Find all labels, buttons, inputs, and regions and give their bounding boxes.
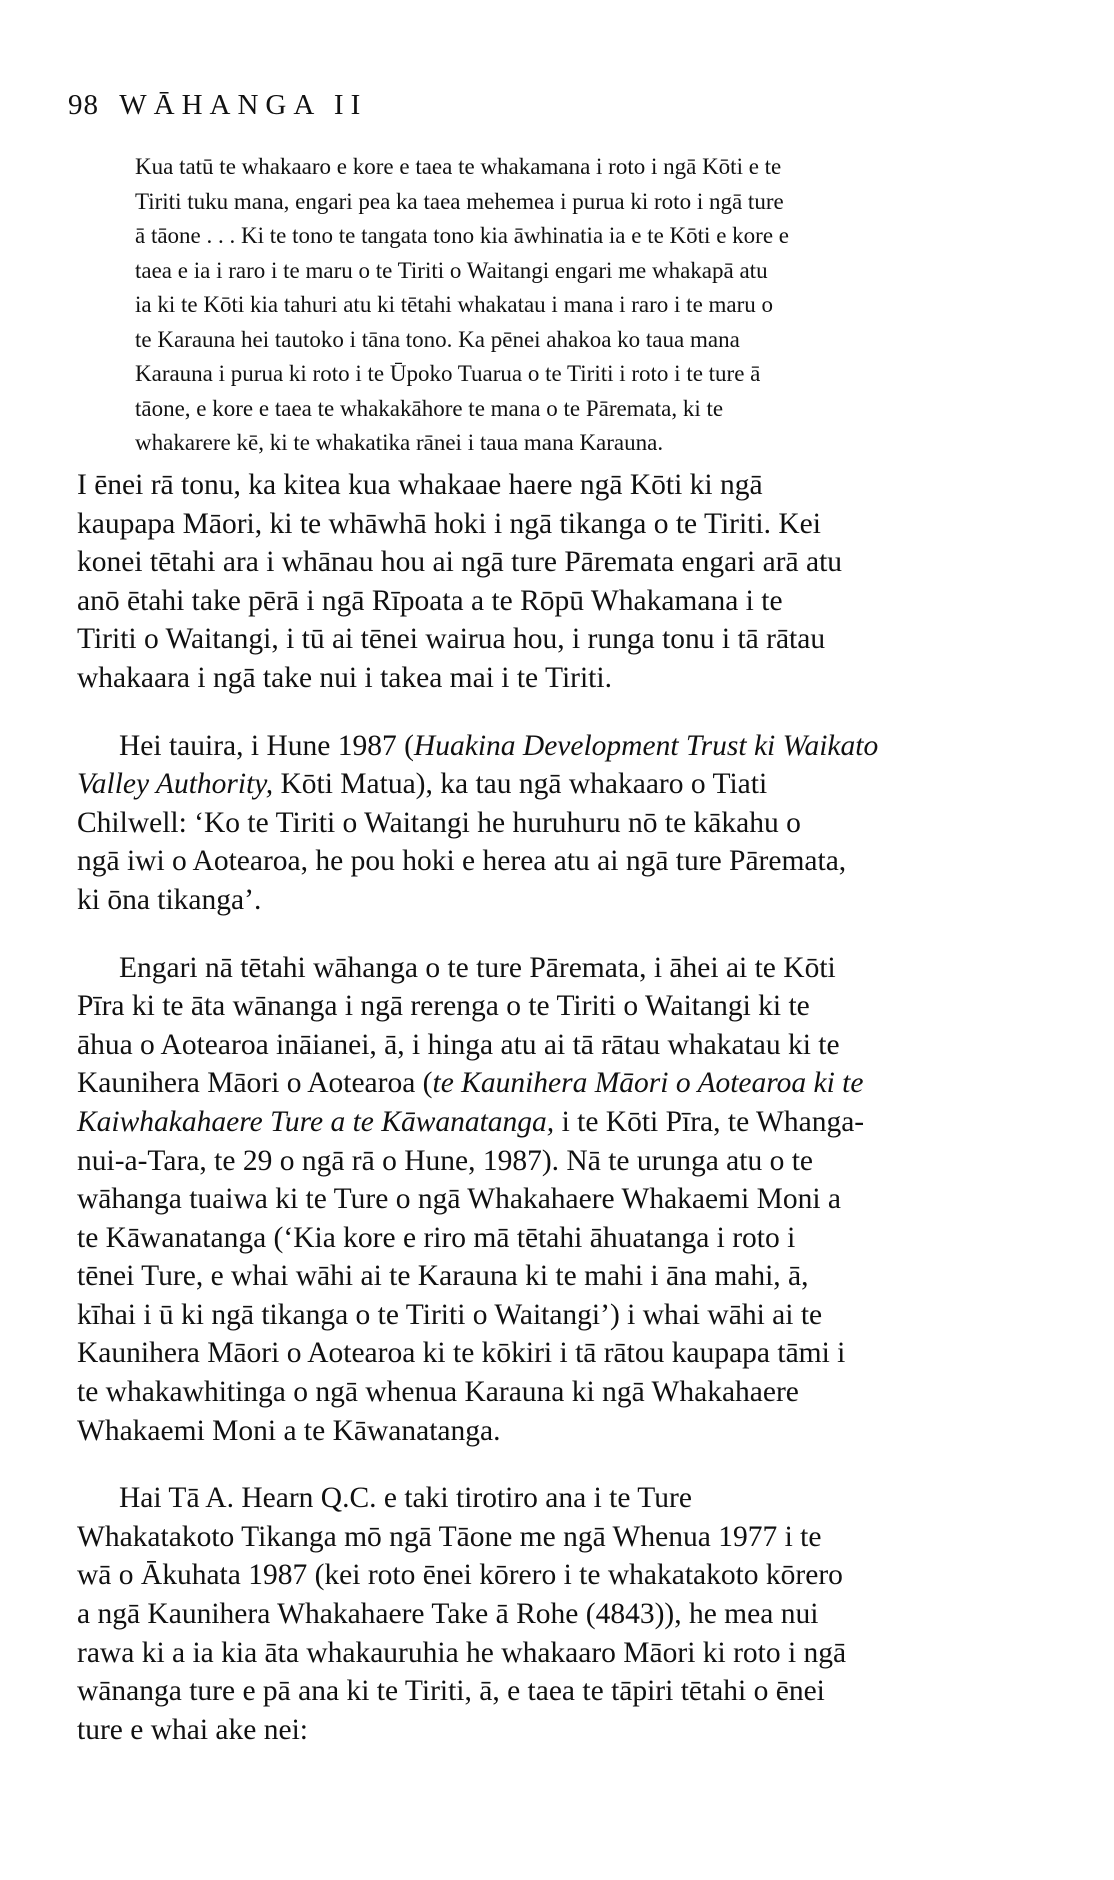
text-line: Whakaemi Moni a te Kāwanatanga. [77,1414,501,1447]
quote-line: Tiriti tuku mana, engari pea ka taea mehemea i purua ki roto i ngā ture [135,188,784,214]
text-line: Hai Tā A. Hearn Q.C. e taki tirotiro ana i te Ture [119,1482,692,1515]
quote-line: tāone, e kore e taea te whakakāhore te mana o te Pāremata, ki te [135,395,724,421]
text-line: ngā iwi o Aotearoa, he pou hoki e herea atu ai ngā ture Pāremata, [77,845,847,878]
text-line: Pīra ki te āta wānanga i ngā rerenga o te Tiriti o Waitangi ki te [77,990,810,1023]
block-quote [135,150,975,461]
text-line: ture e whai ake nei: [77,1713,308,1746]
text-line [77,1103,997,1142]
body-text [77,466,997,1778]
text-line: rawa ki a ia kia āta whakauruhia he whakaaro Māori ki roto i ngā [77,1636,847,1669]
text-line: anō ētahi take pērā i ngā Rīpoata a te Rōpū Whakamana i te [77,584,783,617]
text-segment: Kōti Matua), ka tau ngā whakaaro o Tiati [273,768,768,801]
text-line [77,1064,997,1103]
quote-line: Kua tatū te whakaaro e kore e taea te whakamana i roto i ngā Kōti e te [135,154,782,179]
chapter-title: WĀHANGA II [119,89,368,121]
text-line: konei tētahi ara i whānau hou ai ngā ture Pāremata engari arā atu [77,546,843,579]
text-segment: Kaunihera Māori o Aotearoa ( [77,1067,433,1100]
quote-line: ā tāone . . . Ki te tono te tangata tono kia āwhinatia ia e te Kōti e kore e [135,223,789,248]
text-line: tēnei Ture, e whai wāhi ai te Karauna ki te mahi i āna mahi, ā, [77,1260,809,1293]
text-line: whakaara i ngā take nui i takea mai i te Tiriti. [77,661,612,694]
text-line: kaupapa Māori, ki te whāwhā hoki i ngā tikanga o te Tiriti. Kei [77,507,821,540]
quote-line: ia ki te Kōti kia tahuri atu ki tētahi whakatau i mana i raro i te maru o [135,292,774,317]
text-segment: Hei tauira, i Hune 1987 ( [119,729,414,762]
text-line: I ēnei rā tonu, ka kitea kua whakaae haere ngā Kōti ki ngā [77,469,763,501]
text-segment: i te Kōti Pīra, te Whanga- [554,1105,865,1138]
text-line: kīhai i ū ki ngā tikanga o te Tiriti o Waitangi’) i whai wāhi ai te [77,1298,823,1331]
paragraph [77,466,997,698]
quote-line: te Karauna hei tautoko i tāna tono. Ka pēnei ahakoa ko taua mana [135,326,740,352]
italic-citation: te Kaunihera Māori o Aotearoa ki te [432,1067,864,1100]
quote-line: taea e ia i raro i te maru o te Tiriti o Waitangi engari me whakapā atu [135,257,768,283]
paragraph [77,727,997,920]
text-line: ki ōna tikanga’. [77,883,262,916]
text-line: Whakatakoto Tikanga mō ngā Tāone me ngā Whenua 1977 i te [77,1520,822,1553]
text-line: wāhanga tuaiwa ki te Ture o ngā Whakahaere Whakaemi Moni a [77,1183,842,1216]
paragraph [77,949,997,1451]
text-line: wānanga ture e pā ana ki te Tiriti, ā, e taea te tāpiri tētahi o ēnei [77,1675,825,1708]
text-line: te Kāwanatanga (‘Kia kore e riro mā tētahi āhuatanga i roto i [77,1221,796,1254]
text-line [77,765,997,804]
text-line: te whakawhitinga o ngā whenua Karauna ki ngā Whakahaere [77,1376,799,1409]
text-line: wā o Ākuhata 1987 (kei roto ēnei kōrero i te whakatakoto kōrero [77,1559,843,1592]
text-line: nui-a-Tara, te 29 o ngā rā o Hune, 1987). Nā te urunga atu o te [77,1144,813,1177]
text-line: āhua o Aotearoa ināianei, ā, i hinga atu ai tā rātau whakatau ki te [77,1028,840,1061]
quote-line: Karauna i purua ki roto i te Ūpoko Tuarua o te Tiriti i roto i te ture ā [135,361,761,386]
text-line: Engari nā tētahi wāhanga o te ture Pāremata, i āhei ai te Kōti [119,951,836,984]
text-line: Kaunihera Māori o Aotearoa ki te kōkiri i tā rātou kaupapa tāmi i [77,1337,846,1370]
text-line: a ngā Kaunihera Whakahaere Take ā Rohe (4843)), he mea nui [77,1598,819,1631]
text-line: Tiriti o Waitangi, i tū ai tēnei wairua hou, i runga tonu i tā rātau [77,623,826,656]
paragraph [77,1479,997,1749]
italic-citation: Valley Authority, [77,768,274,801]
text-line: Chilwell: ‘Ko te Tiriti o Waitangi he huruhuru nō te kākahu o [77,806,801,839]
text-line [77,727,997,766]
italic-citation: Huakina Development Trust ki Waikato [413,729,879,762]
running-head [68,88,367,122]
italic-citation: Kaiwhakahaere Ture a te Kāwanatanga, [77,1105,555,1138]
quote-line: whakarere kē, ki te whakatika rānei i taua mana Karauna. [135,430,664,455]
page-number: 98 [68,89,99,121]
